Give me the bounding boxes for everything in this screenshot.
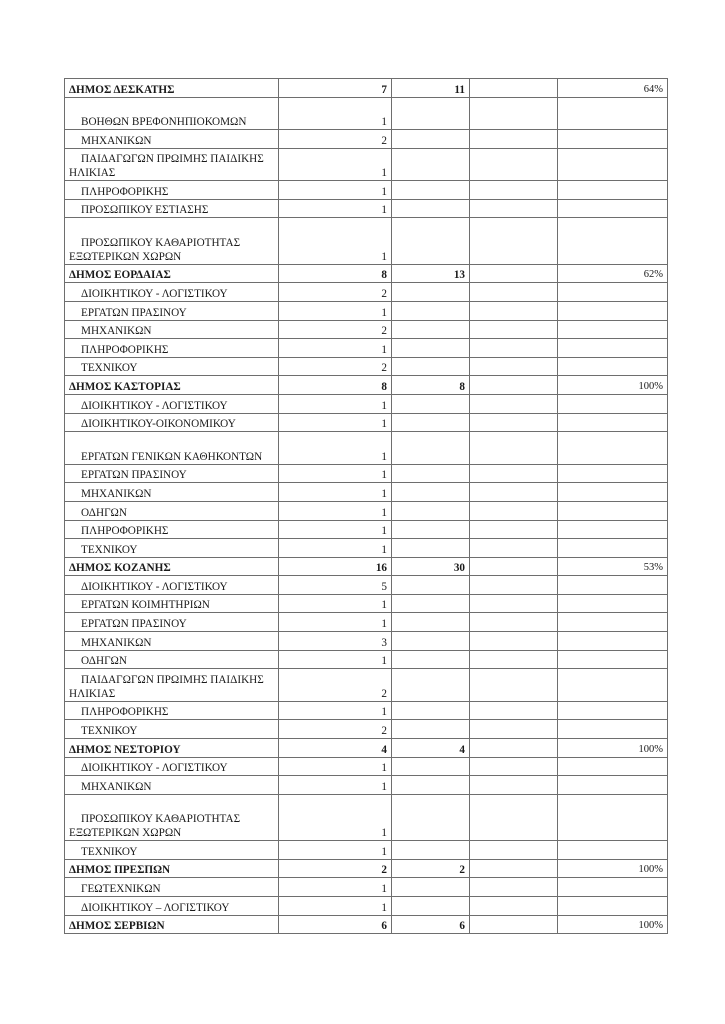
- percent-cell: 100%: [558, 915, 668, 934]
- empty-cell: [470, 915, 558, 934]
- specialty-row: [65, 576, 668, 595]
- total-cell: [392, 576, 470, 595]
- row-label: ΠΛΗΡΟΦΟΡΙΚΗΣ: [81, 185, 169, 198]
- table-body: [65, 79, 668, 934]
- row-label: ΠΡΟΣΩΠΙΚΟΥ ΚΑΘΑΡΙΟΤΗΤΑΣ ΕΞΩΤΕΡΙΚΩΝ ΧΩΡΩΝ: [69, 813, 241, 840]
- percent-cell: 100%: [558, 859, 668, 878]
- total-cell: [392, 776, 470, 795]
- empty-cell: [470, 859, 558, 878]
- row-label: ΟΔΗΓΩΝ: [81, 506, 127, 519]
- total-cell: 8: [392, 376, 470, 395]
- specialty-name: [65, 501, 279, 520]
- row-label: ΔΗΜΟΣ ΚΟΖΑΝΗΣ: [69, 562, 171, 575]
- count-cell: 1: [279, 413, 392, 432]
- count-cell: 1: [279, 897, 392, 916]
- specialty-name: [65, 283, 279, 302]
- empty-cell: [470, 79, 558, 98]
- specialty-row: [65, 794, 668, 841]
- allocation-table: [64, 78, 668, 934]
- specialty-row: [65, 464, 668, 483]
- specialty-name: [65, 432, 279, 465]
- empty-cell: [470, 130, 558, 149]
- municipality-row: [65, 915, 668, 934]
- total-cell: [392, 130, 470, 149]
- empty-cell: [470, 576, 558, 595]
- percent-cell: 100%: [558, 738, 668, 757]
- count-cell: 1: [279, 520, 392, 539]
- empty-cell: [470, 357, 558, 376]
- empty-cell: [470, 613, 558, 632]
- municipality-row: [65, 738, 668, 757]
- specialty-row: [65, 757, 668, 776]
- row-label: ΔΗΜΟΣ ΣΕΡΒΙΩΝ: [69, 920, 165, 933]
- percent-cell: 53%: [558, 557, 668, 576]
- municipality-row: [65, 859, 668, 878]
- count-cell: 1: [279, 841, 392, 860]
- count-cell: 8: [279, 264, 392, 283]
- row-label: ΜΗΧΑΝΙΚΩΝ: [81, 487, 152, 500]
- total-cell: [392, 520, 470, 539]
- percent-cell: [558, 701, 668, 720]
- empty-cell: [470, 878, 558, 897]
- specialty-name: [65, 320, 279, 339]
- specialty-row: [65, 320, 668, 339]
- empty-cell: [470, 181, 558, 200]
- row-label: ΕΡΓΑΤΩΝ ΓΕΝΙΚΩΝ ΚΑΘΗΚΟΝΤΩΝ: [81, 450, 263, 463]
- row-label: ΔΗΜΟΣ ΠΡΕΣΠΩΝ: [69, 864, 171, 877]
- specialty-name: [65, 148, 279, 181]
- specialty-row: [65, 720, 668, 739]
- row-label: ΕΡΓΑΤΩΝ ΠΡΑΣΙΝΟΥ: [81, 306, 187, 319]
- specialty-row: [65, 613, 668, 632]
- count-cell: 1: [279, 878, 392, 897]
- specialty-row: [65, 339, 668, 358]
- percent-cell: [558, 483, 668, 502]
- total-cell: 13: [392, 264, 470, 283]
- empty-cell: [470, 897, 558, 916]
- municipality-row: [65, 79, 668, 98]
- count-cell: 16: [279, 557, 392, 576]
- specialty-name: [65, 669, 279, 702]
- count-cell: 1: [279, 757, 392, 776]
- count-cell: 1: [279, 464, 392, 483]
- count-cell: 1: [279, 594, 392, 613]
- empty-cell: [470, 632, 558, 651]
- count-cell: 1: [279, 218, 392, 265]
- empty-cell: [470, 520, 558, 539]
- count-cell: 5: [279, 576, 392, 595]
- row-label: ΠΛΗΡΟΦΟΡΙΚΗΣ: [81, 343, 169, 356]
- empty-cell: [470, 650, 558, 669]
- municipality-row: [65, 557, 668, 576]
- row-label: ΓΕΩΤΕΧΝΙΚΩΝ: [81, 883, 161, 895]
- specialty-row: [65, 776, 668, 795]
- total-cell: [392, 613, 470, 632]
- percent-cell: [558, 757, 668, 776]
- row-label: ΔΙΟΙΚΗΤΙΚΟΥ - ΛΟΓΙΣΤΙΚΟΥ: [81, 580, 228, 593]
- empty-cell: [470, 283, 558, 302]
- total-cell: [392, 483, 470, 502]
- row-label: ΠΑΙΔΑΓΩΓΩΝ ΠΡΩΙΜΗΣ ΠΑΙΔΙΚΗΣ ΗΛΙΚΙΑΣ: [69, 673, 264, 700]
- count-cell: 2: [279, 720, 392, 739]
- percent-cell: [558, 97, 668, 130]
- total-cell: [392, 283, 470, 302]
- count-cell: 2: [279, 320, 392, 339]
- empty-cell: [470, 339, 558, 358]
- empty-cell: [470, 395, 558, 414]
- total-cell: [392, 199, 470, 218]
- specialty-name: [65, 483, 279, 502]
- specialty-name: [65, 701, 279, 720]
- empty-cell: [470, 302, 558, 321]
- count-cell: 1: [279, 199, 392, 218]
- percent-cell: [558, 613, 668, 632]
- specialty-name: [65, 878, 279, 897]
- specialty-name: [65, 302, 279, 321]
- percent-cell: [558, 181, 668, 200]
- specialty-name: [65, 613, 279, 632]
- percent-cell: [558, 283, 668, 302]
- total-cell: 2: [392, 859, 470, 878]
- count-cell: 1: [279, 501, 392, 520]
- municipality-name: [65, 738, 279, 757]
- percent-cell: [558, 776, 668, 795]
- row-label: ΜΗΧΑΝΙΚΩΝ: [81, 325, 152, 338]
- specialty-name: [65, 339, 279, 358]
- specialty-row: [65, 395, 668, 414]
- total-cell: [392, 594, 470, 613]
- total-cell: [392, 669, 470, 702]
- specialty-row: [65, 302, 668, 321]
- empty-cell: [470, 539, 558, 558]
- municipality-name: [65, 376, 279, 395]
- specialty-row: [65, 650, 668, 669]
- municipality-name: [65, 859, 279, 878]
- specialty-name: [65, 413, 279, 432]
- total-cell: [392, 432, 470, 465]
- count-cell: 2: [279, 283, 392, 302]
- specialty-name: [65, 97, 279, 130]
- empty-cell: [470, 757, 558, 776]
- row-label: ΟΔΗΓΩΝ: [81, 655, 127, 668]
- empty-cell: [470, 483, 558, 502]
- empty-cell: [470, 218, 558, 265]
- empty-cell: [470, 557, 558, 576]
- specialty-row: [65, 97, 668, 130]
- empty-cell: [470, 413, 558, 432]
- count-cell: 3: [279, 632, 392, 651]
- municipality-name: [65, 557, 279, 576]
- specialty-row: [65, 283, 668, 302]
- total-cell: [392, 539, 470, 558]
- empty-cell: [470, 97, 558, 130]
- total-cell: [392, 395, 470, 414]
- total-cell: [392, 757, 470, 776]
- empty-cell: [470, 794, 558, 841]
- empty-cell: [470, 320, 558, 339]
- specialty-name: [65, 130, 279, 149]
- total-cell: [392, 97, 470, 130]
- municipality-name: [65, 264, 279, 283]
- total-cell: [392, 897, 470, 916]
- specialty-row: [65, 181, 668, 200]
- municipality-row: [65, 376, 668, 395]
- total-cell: [392, 218, 470, 265]
- row-label: ΕΡΓΑΤΩΝ ΠΡΑΣΙΝΟΥ: [81, 618, 187, 631]
- percent-cell: [558, 130, 668, 149]
- count-cell: 7: [279, 79, 392, 98]
- specialty-row: [65, 130, 668, 149]
- specialty-row: [65, 501, 668, 520]
- percent-cell: [558, 720, 668, 739]
- empty-cell: [470, 376, 558, 395]
- specialty-name: [65, 181, 279, 200]
- percent-cell: [558, 632, 668, 651]
- specialty-name: [65, 539, 279, 558]
- total-cell: 30: [392, 557, 470, 576]
- percent-cell: [558, 395, 668, 414]
- row-label: ΠΛΗΡΟΦΟΡΙΚΗΣ: [81, 525, 169, 538]
- total-cell: [392, 339, 470, 358]
- total-cell: 6: [392, 915, 470, 934]
- count-cell: 8: [279, 376, 392, 395]
- row-label: ΔΗΜΟΣ ΝΕΣΤΟΡΙΟΥ: [69, 743, 181, 756]
- total-cell: [392, 878, 470, 897]
- total-cell: [392, 464, 470, 483]
- count-cell: 1: [279, 650, 392, 669]
- total-cell: [392, 632, 470, 651]
- percent-cell: 100%: [558, 376, 668, 395]
- count-cell: 2: [279, 859, 392, 878]
- row-label: ΠΛΗΡΟΦΟΡΙΚΗΣ: [81, 706, 169, 719]
- specialty-row: [65, 199, 668, 218]
- empty-cell: [470, 841, 558, 860]
- empty-cell: [470, 776, 558, 795]
- total-cell: [392, 650, 470, 669]
- count-cell: 1: [279, 148, 392, 181]
- count-cell: 1: [279, 181, 392, 200]
- row-label: ΒΟΗΘΩΝ ΒΡΕΦΟΝΗΠΙΟΚΟΜΩΝ: [81, 116, 247, 129]
- percent-cell: [558, 413, 668, 432]
- specialty-name: [65, 632, 279, 651]
- total-cell: [392, 720, 470, 739]
- row-label: ΔΗΜΟΣ ΔΕΣΚΑΤΗΣ: [69, 83, 175, 96]
- specialty-name: [65, 757, 279, 776]
- percent-cell: [558, 464, 668, 483]
- count-cell: 2: [279, 130, 392, 149]
- total-cell: [392, 501, 470, 520]
- count-cell: 1: [279, 794, 392, 841]
- total-cell: 4: [392, 738, 470, 757]
- count-cell: 1: [279, 483, 392, 502]
- empty-cell: [470, 432, 558, 465]
- percent-cell: [558, 576, 668, 595]
- row-label: ΔΙΟΙΚΗΤΙΚΟΥ-ΟΙΚΟΝΟΜΙΚΟΥ: [81, 418, 236, 431]
- total-cell: [392, 302, 470, 321]
- specialty-row: [65, 520, 668, 539]
- percent-cell: [558, 199, 668, 218]
- percent-cell: [558, 339, 668, 358]
- count-cell: 1: [279, 776, 392, 795]
- specialty-name: [65, 720, 279, 739]
- row-label: ΤΕΧΝΙΚΟΥ: [81, 543, 138, 556]
- specialty-row: [65, 432, 668, 465]
- empty-cell: [470, 594, 558, 613]
- specialty-row: [65, 357, 668, 376]
- count-cell: 1: [279, 395, 392, 414]
- row-label: ΤΕΧΝΙΚΟΥ: [81, 362, 138, 375]
- specialty-row: [65, 148, 668, 181]
- specialty-name: [65, 841, 279, 860]
- specialty-row: [65, 878, 668, 897]
- percent-cell: [558, 594, 668, 613]
- count-cell: 1: [279, 339, 392, 358]
- specialty-name: [65, 897, 279, 916]
- percent-cell: [558, 794, 668, 841]
- specialty-row: [65, 669, 668, 702]
- row-label: ΔΙΟΙΚΗΤΙΚΟΥ - ΛΟΓΙΣΤΙΚΟΥ: [81, 399, 228, 412]
- percent-cell: 64%: [558, 79, 668, 98]
- municipality-name: [65, 79, 279, 98]
- specialty-name: [65, 199, 279, 218]
- count-cell: 1: [279, 97, 392, 130]
- specialty-name: [65, 794, 279, 841]
- percent-cell: [558, 878, 668, 897]
- percent-cell: [558, 539, 668, 558]
- empty-cell: [470, 464, 558, 483]
- specialty-name: [65, 357, 279, 376]
- empty-cell: [470, 669, 558, 702]
- specialty-row: [65, 594, 668, 613]
- empty-cell: [470, 720, 558, 739]
- percent-cell: [558, 357, 668, 376]
- empty-cell: [470, 264, 558, 283]
- percent-cell: [558, 501, 668, 520]
- row-label: ΤΕΧΝΙΚΟΥ: [81, 724, 138, 737]
- total-cell: [392, 181, 470, 200]
- count-cell: 4: [279, 738, 392, 757]
- specialty-name: [65, 218, 279, 265]
- total-cell: [392, 841, 470, 860]
- row-label: ΠΡΟΣΩΠΙΚΟΥ ΕΣΤΙΑΣΗΣ: [81, 204, 209, 217]
- total-cell: [392, 794, 470, 841]
- municipality-name: [65, 915, 279, 934]
- row-label: ΕΡΓΑΤΩΝ ΚΟΙΜΗΤΗΡΙΩΝ: [81, 599, 210, 612]
- percent-cell: [558, 218, 668, 265]
- total-cell: [392, 413, 470, 432]
- row-label: ΜΗΧΑΝΙΚΩΝ: [81, 636, 152, 649]
- count-cell: 6: [279, 915, 392, 934]
- row-label: ΤΕΧΝΙΚΟΥ: [81, 845, 138, 858]
- total-cell: [392, 148, 470, 181]
- specialty-name: [65, 520, 279, 539]
- count-cell: 1: [279, 539, 392, 558]
- row-label: ΕΡΓΑΤΩΝ ΠΡΑΣΙΝΟΥ: [81, 469, 187, 482]
- specialty-row: [65, 539, 668, 558]
- row-label: ΔΗΜΟΣ ΚΑΣΤΟΡΙΑΣ: [69, 381, 181, 394]
- specialty-row: [65, 897, 668, 916]
- empty-cell: [470, 701, 558, 720]
- row-label: ΔΙΟΙΚΗΤΙΚΟΥ - ΛΟΓΙΣΤΙΚΟΥ: [81, 288, 228, 301]
- specialty-name: [65, 594, 279, 613]
- percent-cell: [558, 432, 668, 465]
- count-cell: 2: [279, 669, 392, 702]
- count-cell: 2: [279, 357, 392, 376]
- specialty-name: [65, 395, 279, 414]
- percent-cell: [558, 148, 668, 181]
- specialty-row: [65, 218, 668, 265]
- specialty-name: [65, 776, 279, 795]
- specialty-row: [65, 483, 668, 502]
- specialty-row: [65, 413, 668, 432]
- total-cell: 11: [392, 79, 470, 98]
- row-label: ΠΑΙΔΑΓΩΓΩΝ ΠΡΩΙΜΗΣ ΠΑΙΔΙΚΗΣ ΗΛΙΚΙΑΣ: [69, 153, 264, 180]
- percent-cell: [558, 669, 668, 702]
- row-label: ΠΡΟΣΩΠΙΚΟΥ ΚΑΘΑΡΙΟΤΗΤΑΣ ΕΞΩΤΕΡΙΚΩΝ ΧΩΡΩΝ: [69, 236, 241, 263]
- total-cell: [392, 357, 470, 376]
- percent-cell: [558, 520, 668, 539]
- municipality-row: [65, 264, 668, 283]
- row-label: ΔΙΟΙΚΗΤΙΚΟΥ – ΛΟΓΙΣΤΙΚΟΥ: [81, 901, 230, 914]
- count-cell: 1: [279, 302, 392, 321]
- specialty-name: [65, 464, 279, 483]
- percent-cell: [558, 302, 668, 321]
- empty-cell: [470, 199, 558, 218]
- percent-cell: [558, 650, 668, 669]
- specialty-name: [65, 576, 279, 595]
- empty-cell: [470, 738, 558, 757]
- count-cell: 1: [279, 701, 392, 720]
- specialty-row: [65, 701, 668, 720]
- empty-cell: [470, 501, 558, 520]
- specialty-row: [65, 632, 668, 651]
- percent-cell: [558, 841, 668, 860]
- row-label: ΜΗΧΑΝΙΚΩΝ: [81, 134, 152, 147]
- empty-cell: [470, 148, 558, 181]
- count-cell: 1: [279, 613, 392, 632]
- percent-cell: 62%: [558, 264, 668, 283]
- count-cell: 1: [279, 432, 392, 465]
- total-cell: [392, 320, 470, 339]
- specialty-name: [65, 650, 279, 669]
- percent-cell: [558, 897, 668, 916]
- percent-cell: [558, 320, 668, 339]
- row-label: ΔΙΟΙΚΗΤΙΚΟΥ - ΛΟΓΙΣΤΙΚΟΥ: [81, 762, 228, 775]
- specialty-row: [65, 841, 668, 860]
- row-label: ΜΗΧΑΝΙΚΩΝ: [81, 780, 152, 793]
- row-label: ΔΗΜΟΣ ΕΟΡΔΑΙΑΣ: [69, 269, 171, 282]
- total-cell: [392, 701, 470, 720]
